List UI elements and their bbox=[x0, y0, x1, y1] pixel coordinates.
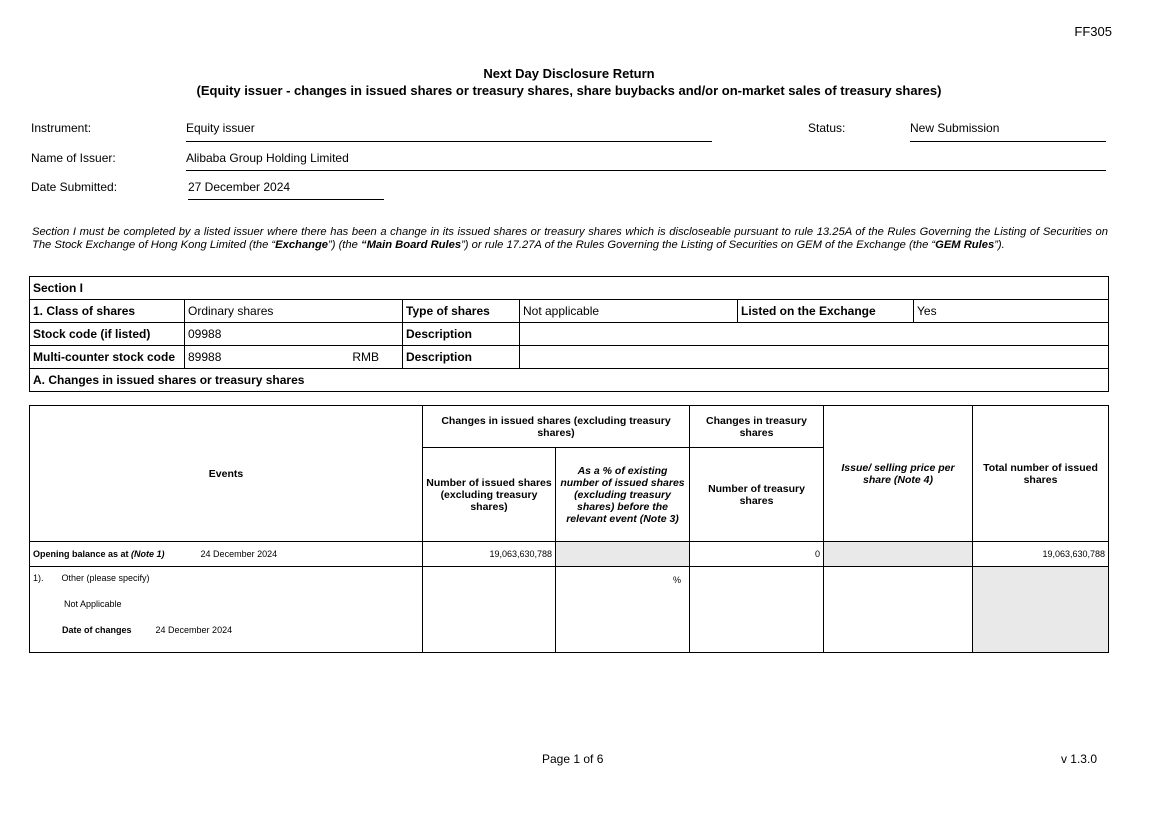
issued-group-header: Changes in issued shares (excluding treasury shares) bbox=[423, 406, 690, 448]
description-value bbox=[520, 323, 1109, 346]
issuer-value: Alibaba Group Holding Limited bbox=[186, 151, 1106, 171]
opening-balance-cell: Opening balance as at (Note 1) 24 December 2024 bbox=[30, 542, 423, 567]
price-header: Issue/ selling price per share (Note 4) bbox=[824, 406, 973, 542]
opening-issued: 19,063,630,788 bbox=[423, 542, 556, 567]
multi-counter-value: 89988 RMB bbox=[185, 346, 403, 369]
num-issued-header: Number of issued shares (excluding treasury shares) bbox=[423, 448, 556, 542]
treasury-group-header: Changes in treasury shares bbox=[690, 406, 824, 448]
page-number: Page 1 of 6 bbox=[542, 752, 604, 766]
opening-total: 19,063,630,788 bbox=[973, 542, 1109, 567]
version: v 1.3.0 bbox=[1060, 752, 1097, 766]
num-treasury-header: Number of treasury shares bbox=[690, 448, 824, 542]
opening-balance-row bbox=[30, 542, 1109, 567]
events-header: Events bbox=[30, 406, 423, 542]
change-row-1-total bbox=[973, 567, 1109, 653]
class-of-shares-value: Ordinary shares bbox=[185, 300, 403, 323]
multi-counter-label: Multi-counter stock code bbox=[30, 346, 185, 369]
type-of-shares-label: Type of shares bbox=[403, 300, 520, 323]
opening-treasury: 0 bbox=[690, 542, 824, 567]
instrument-value: Equity issuer bbox=[186, 121, 712, 142]
issuer-label: Name of Issuer: bbox=[31, 151, 116, 165]
page-subtitle: (Equity issuer - changes in issued shares or treasury shares, share buybacks and/or on-market sales of treasury shares) bbox=[196, 83, 942, 98]
opening-pct bbox=[556, 542, 690, 567]
change-row-1-issued bbox=[423, 567, 556, 653]
stock-code-label: Stock code (if listed) bbox=[30, 323, 185, 346]
instrument-label: Instrument: bbox=[31, 121, 92, 135]
form-code: FF305 bbox=[1074, 24, 1112, 39]
pct-header: As a % of existing number of issued shares (excluding treasury shares) before the relevant event (Note 3) bbox=[556, 448, 690, 542]
change-row-1-event: 1). Other (please specify) Not Applicable Date of changes 24 December 2024 bbox=[30, 567, 423, 653]
date-submitted-value: 27 December 2024 bbox=[188, 180, 384, 200]
section-1-table bbox=[29, 276, 1109, 392]
type-of-shares-value: Not applicable bbox=[520, 300, 738, 323]
listed-value: Yes bbox=[914, 300, 1109, 323]
listed-label: Listed on the Exchange bbox=[738, 300, 914, 323]
description-label: Description bbox=[403, 323, 520, 346]
change-row-1-treasury bbox=[690, 567, 824, 653]
description-value-2 bbox=[520, 346, 1109, 369]
class-of-shares-label: 1. Class of shares bbox=[30, 300, 185, 323]
change-row-1-pct: % bbox=[556, 567, 690, 653]
page-title: Next Day Disclosure Return bbox=[483, 66, 655, 81]
total-header: Total number of issued shares bbox=[973, 406, 1109, 542]
change-row-1-price bbox=[824, 567, 973, 653]
section-1-title: Section I bbox=[30, 277, 1109, 300]
changes-table bbox=[29, 405, 1109, 653]
multi-counter-currency: RMB bbox=[352, 350, 379, 364]
status-value: New Submission bbox=[910, 121, 1106, 142]
change-row-1 bbox=[30, 567, 1109, 653]
opening-price bbox=[824, 542, 973, 567]
stock-code-value: 09988 bbox=[185, 323, 403, 346]
date-submitted-label: Date Submitted: bbox=[31, 180, 118, 194]
description-label-2: Description bbox=[403, 346, 520, 369]
status-label: Status: bbox=[808, 121, 846, 135]
changes-section-title: A. Changes in issued shares or treasury shares bbox=[30, 369, 1109, 392]
section-instructions: Section I must be completed by a listed issuer where there has been a change in its issued shares or treasury shares which is discloseable pursuant to rule 13.25A of the Rules Governing the Listing of Securities on The Stock Exchange of Hong Kong Limited (the “Exchange”) (the “Main Board Rules”) or rule 17.27A of the Rules Governing the Listing of Securities on GEM of the Exchange (the “GEM Rules”). bbox=[32, 226, 1108, 251]
